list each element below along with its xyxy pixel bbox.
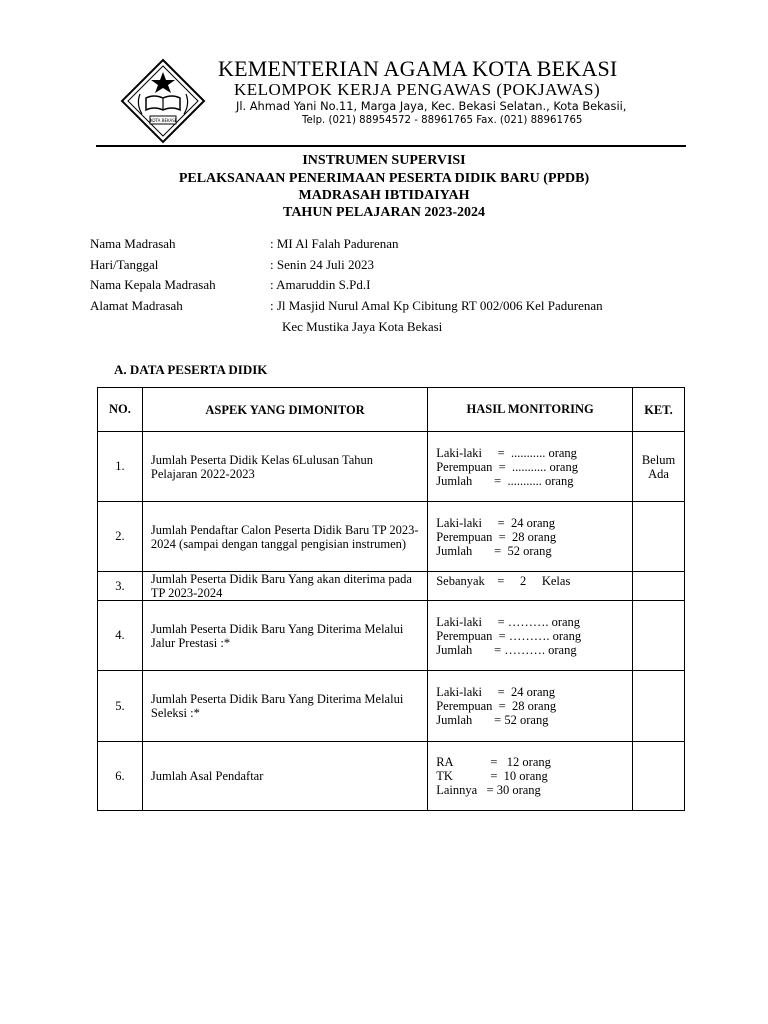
- logo-label: KOTA BEKASI: [150, 118, 176, 123]
- result-line: Perempuan = 28 orang: [436, 699, 557, 713]
- row-number: 3.: [98, 572, 143, 601]
- row-number: 6.: [98, 742, 143, 811]
- result-line: Perempuan = ........... orang: [436, 459, 578, 474]
- row-number: 4.: [98, 601, 143, 671]
- row-aspect: Jumlah Peserta Didik Baru Yang akan diterima pada TP 2023-2024: [142, 572, 427, 601]
- result-line: RA = 12 orang: [436, 755, 551, 769]
- row-notes: Belum Ada: [633, 432, 685, 502]
- result-line: Jumlah = 52 orang: [436, 713, 549, 727]
- result-line: Perempuan = 28 orang: [436, 529, 557, 544]
- school-name-value: : MI Al Falah Padurenan: [270, 236, 399, 251]
- row-notes: [633, 502, 685, 572]
- academic-year: TAHUN PELAJARAN 2023-2024: [283, 205, 485, 220]
- header-no: NO.: [98, 388, 143, 432]
- row-aspect: Jumlah Asal Pendaftar: [142, 742, 427, 811]
- office-phone: Telp. (021) 88954572 - 88961765 Fax. (021) 88961765: [302, 115, 583, 126]
- ministry-logo: [120, 58, 206, 144]
- row-result: [428, 671, 633, 742]
- document-subtitle: PELAKSANAAN PENERIMAAN PESERTA DIDIK BARU (PPDB): [178, 171, 590, 186]
- student-data-table: [97, 387, 685, 811]
- table-row: [98, 432, 685, 502]
- result-line: Lainnya = 30 orang: [436, 783, 541, 797]
- result-line: Jumlah = ………. orang: [436, 642, 577, 657]
- result-line: Perempuan = ………. orang: [436, 628, 582, 643]
- row-number: 2.: [98, 502, 143, 572]
- row-result: [428, 432, 633, 502]
- result-line: Laki-laki = 24 orang: [436, 515, 556, 530]
- table-row: [98, 572, 685, 601]
- header-notes: KET.: [633, 388, 685, 432]
- row-number: 5.: [98, 671, 143, 742]
- result-line: Sebanyak = 2 Kelas: [436, 574, 571, 588]
- date-label: Hari/Tanggal: [90, 257, 159, 272]
- result-line: Laki-laki = ………. orang: [436, 614, 581, 629]
- table-row: [98, 502, 685, 572]
- working-group-name: KELOMPOK KERJA PENGAWAS (POKJAWAS): [234, 80, 601, 99]
- ministry-name: KEMENTERIAN AGAMA KOTA BEKASI: [218, 56, 618, 81]
- letterhead-divider: [96, 145, 686, 147]
- result-line: TK = 10 orang: [436, 769, 548, 783]
- row-number: 1.: [98, 432, 143, 502]
- result-line: Jumlah = ........... orang: [436, 473, 574, 488]
- document-title: INSTRUMEN SUPERVISI: [302, 153, 466, 168]
- row-aspect: Jumlah Peserta Didik Baru Yang Diterima Melalui Jalur Prestasi :*: [142, 601, 427, 671]
- row-result: [428, 601, 633, 671]
- row-result: [428, 502, 633, 572]
- result-line: Laki-laki = 24 orang: [436, 685, 556, 699]
- table-row: [98, 671, 685, 742]
- school-level: MADRASAH IBTIDAIYAH: [298, 188, 470, 203]
- office-address: Jl. Ahmad Yani No.11, Marga Jaya, Kec. Bekasi Selatan., Kota Bekasii,: [236, 99, 627, 113]
- row-aspect: Jumlah Peserta Didik Kelas 6Lulusan Tahun Pelajaran 2022-2023: [142, 432, 427, 502]
- result-line: Laki-laki = ........... orang: [436, 445, 577, 460]
- row-notes: [633, 601, 685, 671]
- table-row: [98, 742, 685, 811]
- table-header-row: [98, 388, 685, 432]
- row-result: [428, 742, 633, 811]
- row-aspect: Jumlah Peserta Didik Baru Yang Diterima Melalui Seleksi :*: [142, 671, 427, 742]
- school-name-label: Nama Madrasah: [90, 236, 176, 251]
- row-aspect: Jumlah Pendaftar Calon Peserta Didik Baru TP 2023-2024 (sampai dengan tanggal pengisian instrumen): [142, 502, 427, 572]
- principal-value: : Amaruddin S.Pd.I: [270, 277, 371, 292]
- address-value: : Jl Masjid Nurul Amal Kp Cibitung RT 002/006 Kel Padurenan: [270, 298, 603, 313]
- date-value: : Senin 24 Juli 2023: [270, 257, 375, 272]
- section-heading: A. DATA PESERTA DIDIK: [114, 362, 268, 377]
- principal-label: Nama Kepala Madrasah: [90, 277, 216, 292]
- table-row: [98, 601, 685, 671]
- header-aspect: ASPEK YANG DIMONITOR: [142, 388, 427, 432]
- address-value-continued: Kec Mustika Jaya Kota Bekasi: [282, 319, 443, 334]
- row-notes: [633, 671, 685, 742]
- header-result: HASIL MONITORING: [428, 388, 633, 432]
- row-notes: [633, 572, 685, 601]
- row-result: [428, 572, 633, 601]
- row-notes: [633, 742, 685, 811]
- address-label: Alamat Madrasah: [90, 298, 183, 313]
- result-line: Jumlah = 52 orang: [436, 543, 552, 558]
